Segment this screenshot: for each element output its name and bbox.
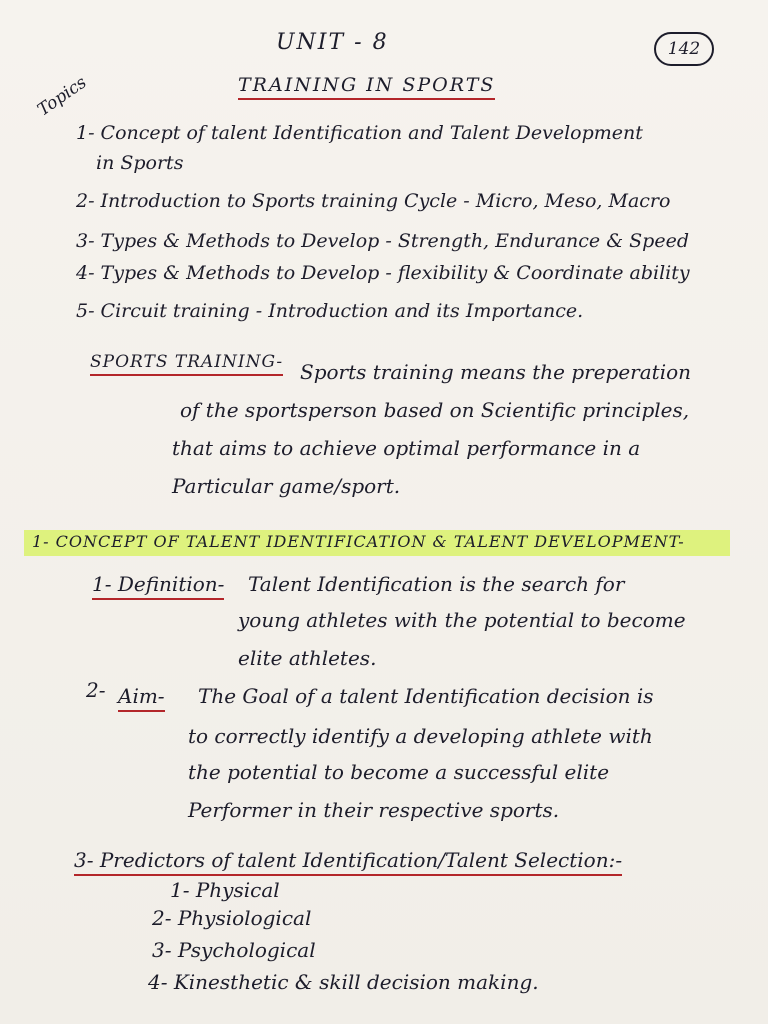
chapter-title-underline	[238, 98, 495, 100]
topic-item: 4- Types & Methods to Develop - flexibility & Coordinate ability	[76, 262, 690, 284]
topic-item-continued: in Sports	[96, 152, 184, 174]
predictor-item: 3- Psychological	[152, 938, 316, 962]
predictor-item: 1- Physical	[170, 878, 280, 902]
definition-line: elite athletes.	[238, 646, 377, 670]
predictor-item: 2- Physiological	[152, 906, 312, 930]
sports-training-line: that aims to achieve optimal performance in a	[172, 436, 641, 460]
topic-item: 5- Circuit training - Introduction and its Importance.	[76, 300, 584, 322]
aim-line: the potential to become a successful elite	[188, 760, 610, 784]
aim-line: Performer in their respective sports.	[188, 798, 560, 822]
aim-label: Aim-	[118, 684, 165, 712]
unit-title: UNIT - 8	[276, 30, 389, 55]
topic-item: 1- Concept of talent Identification and Talent Development	[76, 122, 643, 144]
topic-item: 2- Introduction to Sports training Cycle - Micro, Meso, Macro	[76, 190, 671, 212]
topic-item: 3- Types & Methods to Develop - Strength, Endurance & Speed	[76, 230, 690, 252]
definition-line: young athletes with the potential to become	[238, 608, 686, 632]
chapter-title	[238, 74, 495, 96]
sports-training-label: SPORTS TRAINING-	[90, 352, 283, 376]
sports-training-line: Sports training means the preperation	[300, 360, 692, 384]
chapter-title-text: TRAINING IN SPORTS	[238, 74, 496, 96]
aim-line: to correctly identify a developing athlete with	[188, 724, 653, 748]
aim-line: The Goal of a talent Identification decision is	[198, 684, 654, 708]
concept-heading: 1- CONCEPT OF TALENT IDENTIFICATION & TALENT DEVELOPMENT-	[32, 532, 685, 551]
sports-training-line: Particular game/sport.	[172, 474, 401, 498]
sports-training-line: of the sportsperson based on Scientific principles,	[180, 398, 690, 422]
aim-number: 2-	[86, 678, 106, 702]
predictors-heading: 3- Predictors of talent Identification/Talent Selection:-	[74, 848, 622, 876]
definition-line: Talent Identification is the search for	[248, 572, 625, 596]
topics-tag: Topics	[34, 72, 91, 121]
page-number: 142	[654, 32, 714, 66]
definition-label: 1- Definition-	[92, 572, 224, 600]
predictor-item: 4- Kinesthetic & skill decision making.	[148, 970, 539, 994]
